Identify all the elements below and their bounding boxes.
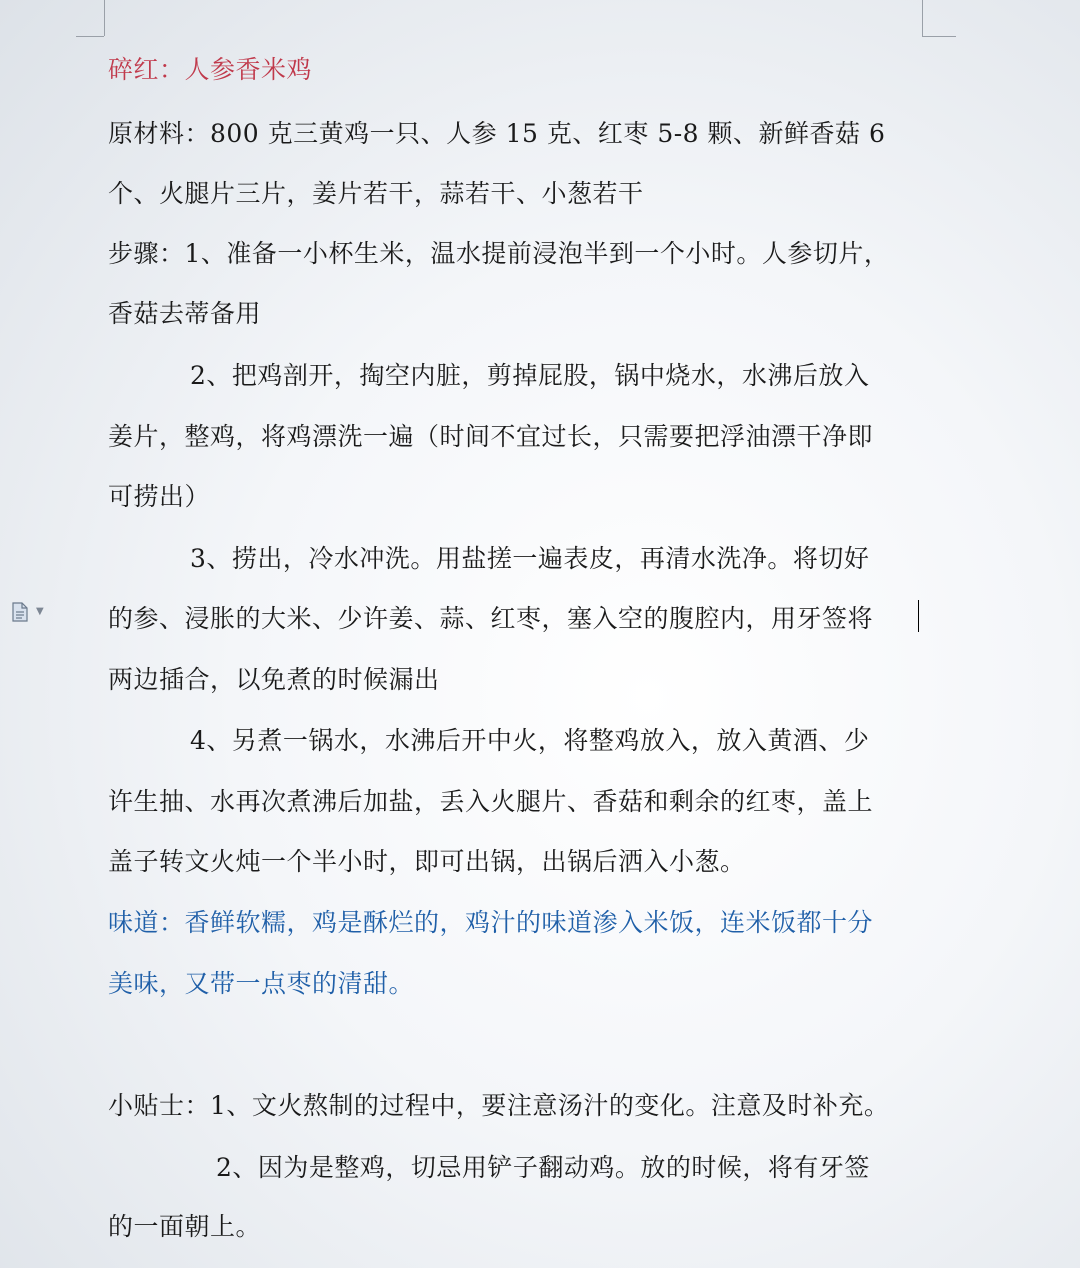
tips-line-2: 2、因为是整鸡，切忌用铲子翻动鸡。放的时候，将有牙签 [216, 1153, 870, 1182]
step1-line-2: 香菇去蒂备用 [108, 299, 262, 328]
tips-line-1: 小贴士：1、文火熬制的过程中，要注意汤汁的变化。注意及时补充。 [108, 1091, 890, 1120]
step2-line-3: 可捞出） [108, 482, 211, 511]
step3-line-2: 的参、浸胀的大米、少许姜、蒜、红枣，塞入空的腹腔内，用牙签将 [108, 604, 874, 633]
step4-line-1: 4、另煮一锅水，水沸后开中火，将整鸡放入，放入黄酒、少 [190, 726, 870, 755]
taste-line-1: 味道：香鲜软糯，鸡是酥烂的，鸡汁的味道渗入米饭，连米饭都十分 [108, 908, 874, 937]
step3-line-3: 两边插合，以免煮的时候漏出 [108, 665, 440, 694]
step2-line-1: 2、把鸡剖开，掏空内脏，剪掉屁股，锅中烧水，水沸后放入 [190, 361, 870, 390]
title-dish: 人参香米鸡 [184, 55, 313, 84]
margin-corner-top-left-h [76, 36, 104, 37]
step4-line-2: 许生抽、水再次煮沸后加盐，丢入火腿片、香菇和剩余的红枣，盖上 [108, 787, 874, 816]
ingredients-line-2: 个、火腿片三片，姜片若干，蒜若干、小葱若干 [108, 179, 644, 208]
ingredients-line-1: 原材料：800 克三黄鸡一只、人参 15 克、红枣 5-8 颗、新鲜香菇 6 [108, 119, 886, 148]
paragraph-options-icon[interactable] [12, 602, 28, 622]
margin-corner-top-left [104, 0, 105, 36]
taste-line-2: 美味，又带一点枣的清甜。 [108, 969, 415, 998]
step4-line-3: 盖子转文火炖一个半小时，即可出锅，出锅后洒入小葱。 [108, 847, 746, 876]
margin-corner-top-right-h [922, 36, 956, 37]
title-prefix: 碎红： [108, 55, 185, 84]
recipe-title [108, 50, 312, 86]
margin-corner-top-right [922, 0, 923, 36]
text-cursor [918, 600, 919, 632]
chevron-down-icon[interactable]: ▼ [36, 606, 44, 617]
step1-line-1: 步骤：1、准备一小杯生米，温水提前浸泡半到一个小时。人参切片， [108, 239, 890, 268]
tips-line-3: 的一面朝上。 [108, 1212, 262, 1241]
step3-line-1: 3、捞出，冷水冲洗。用盐搓一遍表皮，再清水洗净。将切好 [190, 544, 870, 573]
step2-line-2: 姜片，整鸡，将鸡漂洗一遍（时间不宜过长，只需要把浮油漂干净即 [108, 422, 874, 451]
